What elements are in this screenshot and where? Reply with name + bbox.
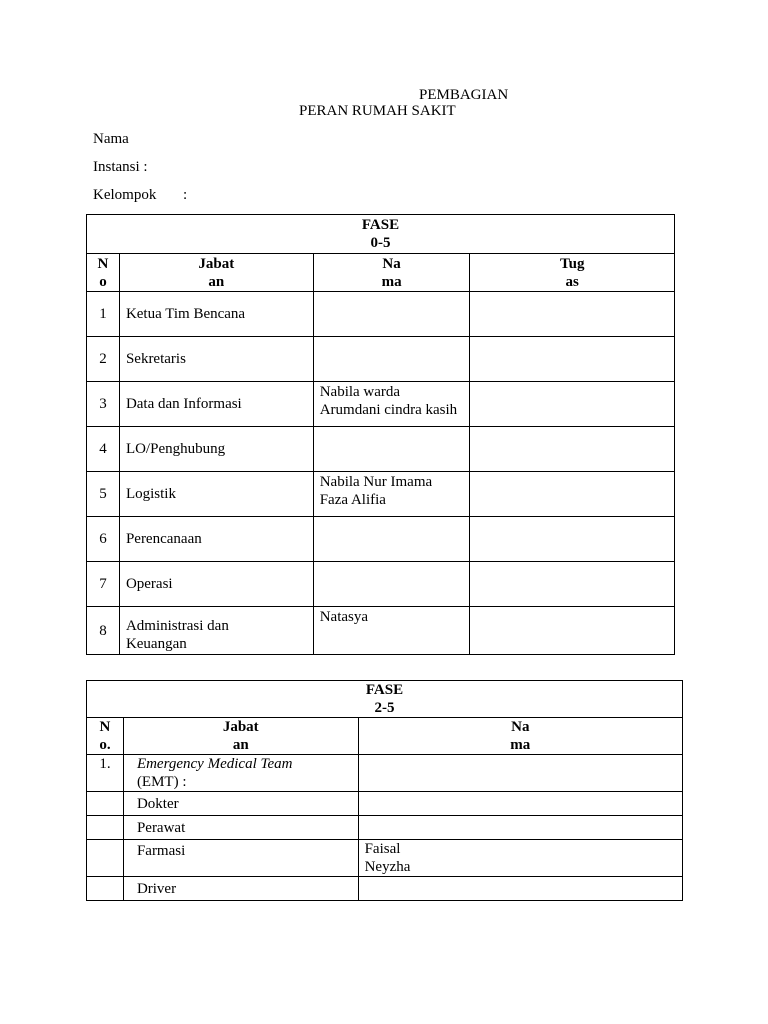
cell-jabatan: Ketua Tim Bencana — [119, 292, 313, 337]
cell-nama: Nabila warda Arumdani cindra kasih — [313, 382, 470, 427]
table-row — [87, 472, 675, 517]
cell-jabatan: Operasi — [119, 562, 313, 607]
table-header-fase — [87, 681, 683, 718]
field-instansi: Instansi : — [93, 159, 148, 175]
header-nama: Na ma — [358, 718, 682, 755]
cell-tugas — [470, 562, 675, 607]
document-title-line1: PEMBAGIAN — [419, 87, 509, 103]
cell-nama: Natasya — [313, 607, 470, 655]
cell-nama: Nabila Nur Imama Faza Alifia — [313, 472, 470, 517]
cell-jabatan: Logistik — [119, 472, 313, 517]
cell-jabatan: Perawat — [123, 816, 358, 840]
emt-abbr: (EMT) : — [136, 774, 187, 790]
cell-tugas — [470, 337, 675, 382]
cell-no: 1. — [87, 755, 124, 792]
cell-jabatan: Data dan Informasi — [119, 382, 313, 427]
field-kelompok: Kelompok — [93, 187, 157, 203]
cell-no — [87, 816, 124, 840]
cell-no: 3 — [87, 382, 120, 427]
table-row — [87, 292, 675, 337]
header-tugas: Tug as — [470, 254, 675, 292]
cell-nama — [313, 427, 470, 472]
table-row — [87, 840, 683, 877]
table-fase-2-5 — [86, 680, 683, 901]
table-row — [87, 517, 675, 562]
field-nama: Nama — [93, 131, 129, 147]
document-title-line2: PERAN RUMAH SAKIT — [299, 103, 456, 119]
field-kelompok-colon: : — [183, 187, 188, 203]
cell-nama — [313, 292, 470, 337]
cell-jabatan: Farmasi — [123, 840, 358, 877]
cell-nama — [358, 755, 682, 792]
table-row — [87, 382, 675, 427]
cell-no: 7 — [87, 562, 120, 607]
cell-tugas — [470, 427, 675, 472]
cell-no — [87, 792, 124, 816]
table-header-row — [87, 254, 675, 292]
header-no: N o — [87, 254, 120, 292]
cell-nama: Faisal Neyzha — [358, 840, 682, 877]
table-row — [87, 337, 675, 382]
fase-range: 0-5 — [370, 235, 391, 251]
cell-no: 6 — [87, 517, 120, 562]
cell-nama — [358, 792, 682, 816]
table-row — [87, 877, 683, 901]
cell-no — [87, 840, 124, 877]
cell-nama — [313, 517, 470, 562]
table-row — [87, 562, 675, 607]
cell-tugas — [470, 517, 675, 562]
cell-tugas — [470, 382, 675, 427]
cell-no: 1 — [87, 292, 120, 337]
cell-nama — [313, 562, 470, 607]
cell-jabatan: Administrasi dan Keuangan — [119, 607, 313, 655]
cell-tugas — [470, 292, 675, 337]
cell-nama — [358, 816, 682, 840]
cell-no: 8 — [87, 607, 120, 655]
table-row — [87, 427, 675, 472]
table-header-row — [87, 718, 683, 755]
header-no: N o. — [87, 718, 124, 755]
fase-range: 2-5 — [374, 700, 395, 716]
table-row — [87, 816, 683, 840]
cell-no: 5 — [87, 472, 120, 517]
cell-no: 2 — [87, 337, 120, 382]
table-row — [87, 607, 675, 655]
cell-no: 4 — [87, 427, 120, 472]
table-header-fase — [87, 215, 675, 254]
cell-tugas — [470, 472, 675, 517]
header-jabatan: Jabat an — [123, 718, 358, 755]
cell-jabatan: Sekretaris — [119, 337, 313, 382]
header-jabatan: Jabat an — [119, 254, 313, 292]
table-row — [87, 755, 683, 792]
cell-nama — [313, 337, 470, 382]
cell-jabatan: Perencanaan — [119, 517, 313, 562]
cell-no — [87, 877, 124, 901]
cell-jabatan — [123, 755, 358, 792]
cell-jabatan: Driver — [123, 877, 358, 901]
cell-nama — [358, 877, 682, 901]
fase-label: FASE — [361, 217, 400, 233]
table-row — [87, 792, 683, 816]
cell-jabatan: LO/Penghubung — [119, 427, 313, 472]
cell-jabatan: Dokter — [123, 792, 358, 816]
emt-label: Emergency Medical Team — [136, 756, 293, 772]
table-fase-0-5 — [86, 214, 675, 655]
fase-label: FASE — [365, 682, 404, 698]
cell-tugas — [470, 607, 675, 655]
header-nama: Na ma — [313, 254, 470, 292]
